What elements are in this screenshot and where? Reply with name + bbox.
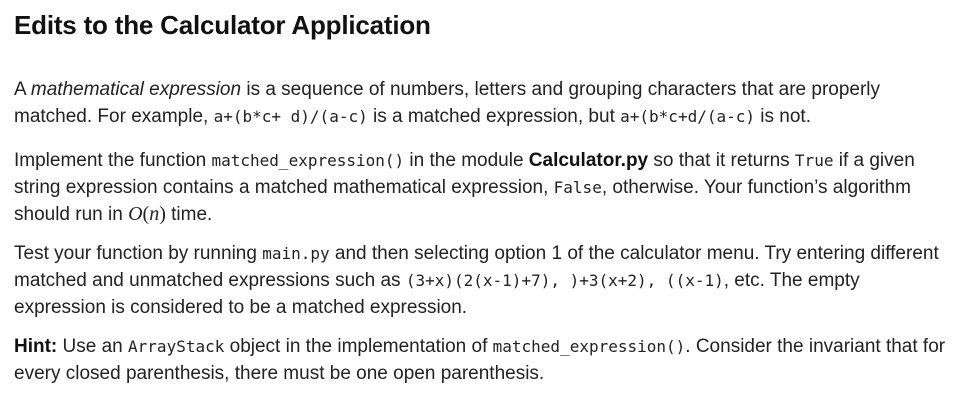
text-run: , otherwise. Your function’s algorithm should run in	[14, 177, 911, 225]
text-run: Test your function by running	[14, 243, 263, 264]
text-run: Implement the function	[14, 150, 212, 171]
text-run: A	[14, 79, 31, 100]
term-mathematical-expression: mathematical expression	[30, 79, 242, 100]
text-run: in the module	[404, 150, 529, 171]
code-main-py: main.py	[262, 244, 330, 263]
text-run: is a matched expression, but	[367, 106, 621, 127]
text-run: is not.	[755, 106, 811, 127]
text-run: if a given string expression contains a matched mathematical expression,	[14, 150, 915, 198]
math-big-o: O	[128, 203, 143, 225]
code-unmatched-example: a+(b*c+d/(a-c)	[620, 107, 755, 126]
text-run: and then selecting option 1 of the calculator menu. Try entering different matched and unmatched expressions such as	[14, 243, 939, 291]
text-run: is a sequence of numbers, letters and grouping characters that are properly matched. For example,	[14, 79, 881, 127]
module-name: Calculator.py	[528, 150, 649, 171]
text-run: so that it returns	[648, 150, 795, 171]
code-test-expressions: (3+x)(2(x-1)+7), )+3(x+2), ((x-1)	[405, 271, 724, 290]
math-n: n	[149, 203, 160, 225]
math-close-paren: )	[159, 203, 166, 225]
code-false: False	[553, 178, 602, 197]
paragraph-testing	[14, 240, 954, 321]
text-run: . Consider the invariant that for every closed parenthesis, there must be one open parenthesis.	[14, 336, 946, 384]
text-run: object in the implementation of	[224, 336, 493, 357]
text-run: Use an	[57, 336, 129, 357]
code-arraystack: ArrayStack	[128, 337, 225, 356]
page-title: Edits to the Calculator Application	[14, 10, 431, 40]
code-function-name: matched_expression()	[492, 337, 686, 356]
paragraph-definition	[14, 76, 954, 130]
code-true: True	[794, 151, 834, 170]
math-open-paren: (	[142, 203, 150, 225]
code-function-name: matched_expression()	[211, 151, 405, 170]
text-run: time.	[165, 204, 213, 225]
hint-label: Hint:	[14, 336, 58, 357]
document	[14, 0, 954, 387]
code-matched-example: a+(b*c+ d)/(a-c)	[213, 107, 368, 126]
text-run: , etc. The empty expression is considered to be a matched expression.	[14, 270, 860, 318]
paragraph-task	[14, 147, 954, 228]
paragraph-hint	[14, 333, 954, 387]
